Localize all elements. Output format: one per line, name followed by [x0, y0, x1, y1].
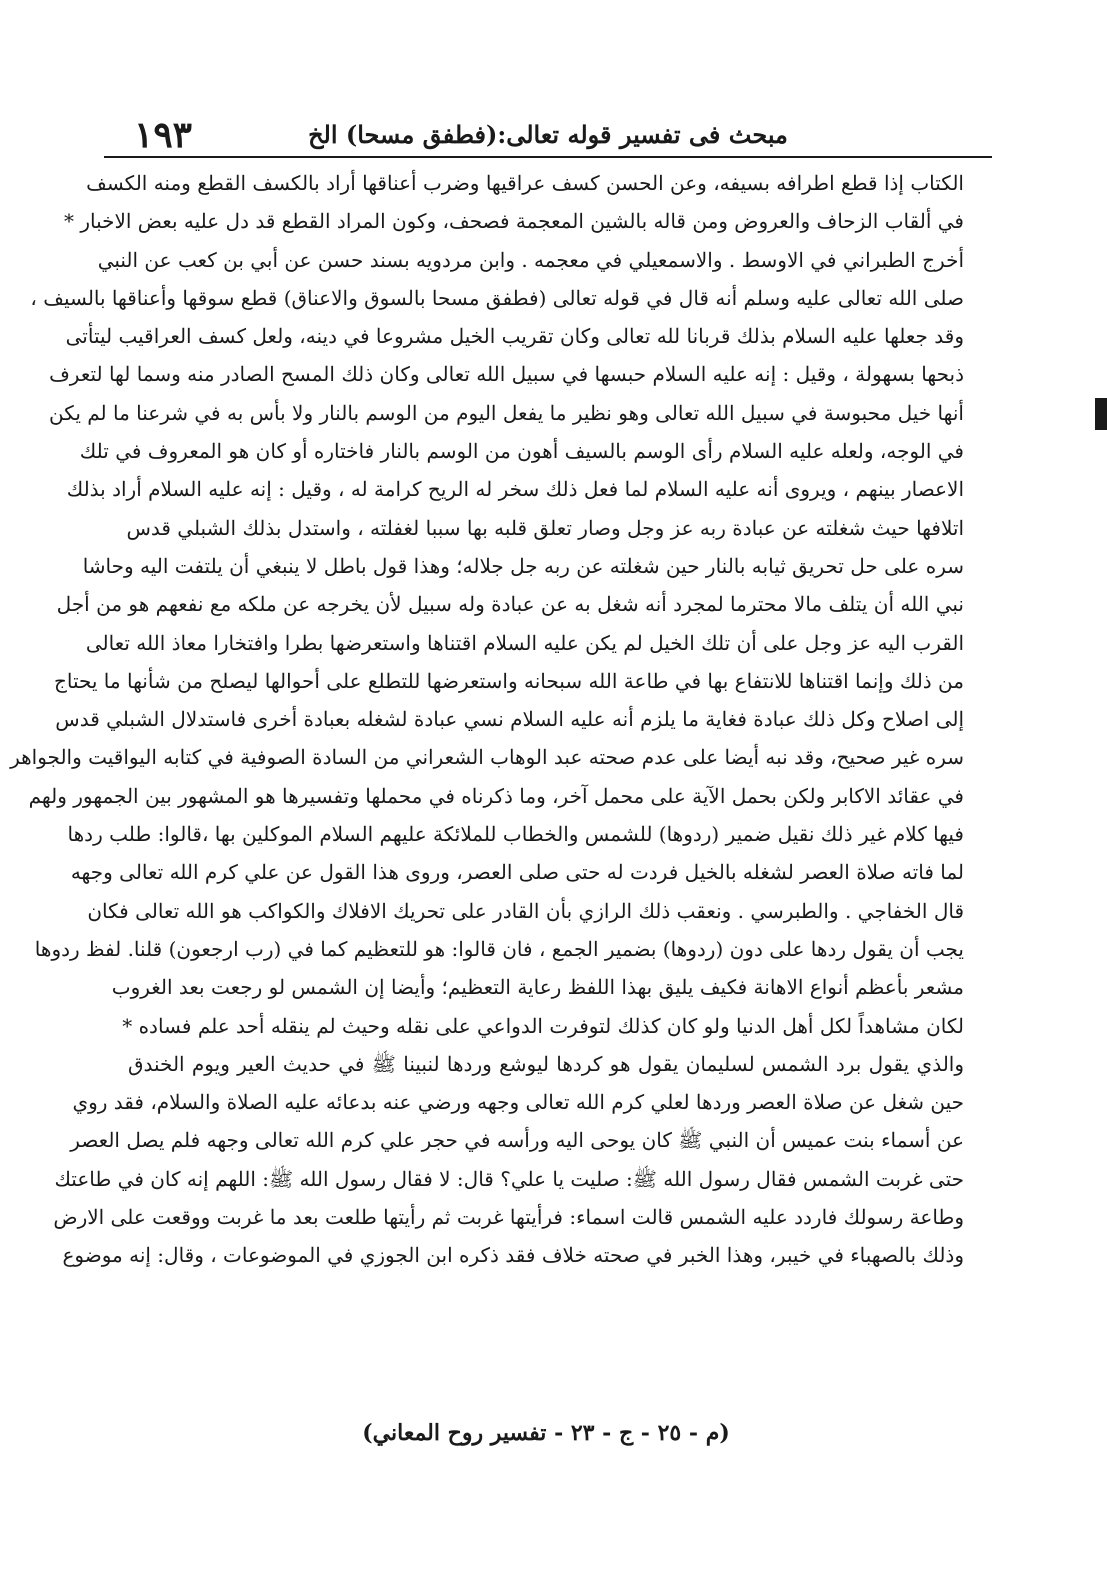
text-line: سره على حل تحريق ثيابه بالنار حين شغلته عن ربه جل جلاله؛ وهذا قول باطل لا ينبغي أن يلتفت اليه وحاشا	[82, 553, 964, 578]
text-line: صلى الله تعالى عليه وسلم أنه قال في قوله تعالى (فطفق مسحا بالسوق والاعناق) قطع سوقها وأعناقها بالسيف ،	[30, 285, 964, 310]
text-line: وقد جعلها عليه السلام بذلك قربانا لله تعالى وكان تقريب الخيل مشروعا في دينه، ولعل كسف العراقيب ليتأتى	[65, 324, 964, 349]
text-line: في ألقاب الزحاف والعروض ومن قاله بالشين المعجمة فصحف، وكون المراد القطع قد دل عليه بعض الاخبار *	[63, 209, 964, 234]
text-line: سره غير صحيح، وقد نبه أيضا على عدم صحته عبد الوهاب الشعراني من السادة الصوفية في كتابه اليواقيت والجواهر	[10, 745, 964, 770]
text-line: لكان مشاهداً لكل أهل الدنيا ولو كان كذلك لتوفرت الدواعي على نقله وحيث لم ينقله أحد علم فساده *	[122, 1013, 964, 1038]
scan-edge-mark	[1095, 398, 1107, 430]
text-line: فيها كلام غير ذلك نقيل ضمير (ردوها) للشمس والخطاب للملائكة عليهم السلام الموكلين بها ،قالوا: طلب ردها	[67, 822, 964, 847]
text-line: في الوجه، ولعله عليه السلام رأى الوسم بالسيف أهون من الوسم بالنار فاختاره أو كان هو المعروف في تلك	[79, 439, 964, 464]
text-line: مشعر بأعظم أنواع الاهانة فكيف يليق بهذا اللفظ رعاية التعظيم؛ وأيضا إن الشمس لو رجعت بعد الغروب	[111, 975, 964, 1000]
text-line: إلى اصلاح وكل ذلك عبادة فغاية ما يلزم أنه عليه السلام نسي عبادة لشغله بعبادة أخرى فاستدلال الشبلي قدس	[55, 707, 964, 732]
text-line: يجب أن يقول ردها على دون (ردوها) بضمير الجمع ، فان قالوا: هو للتعظيم كما في (رب ارجعون) قلنا. لفظ ردوها	[34, 936, 964, 961]
text-line: لما فاته صلاة العصر لشغله بالخيل فردت له حتى صلى العصر، وروى هذا القول عن علي كرم الله تعالى وجهه	[70, 860, 964, 885]
text-line: والذي يقول برد الشمس لسليمان يقول هو كردها ليوشع وردها لنبينا ﷺ في حديث العير ويوم الخندق	[128, 1051, 964, 1076]
text-line: وذلك بالصهباء في خيبر، وهذا الخبر في صحته خلاف فقد ذكره ابن الجوزي في الموضوعات ، وقال: إنه موضوع	[62, 1243, 964, 1268]
text-line: نبي الله أن يتلف مالا محترما لمجرد أنه شغل به عن عبادة وله سبيل لأن يخرجه عن ملكه مع نفعهم هو من أجل	[56, 592, 964, 617]
text-line: أخرج الطبراني في الاوسط . والاسمعيلي في معجمه . وابن مردويه بسند حسن عن أبي بن كعب عن النبي	[97, 247, 964, 272]
text-line: في عقائد الاكابر ولكن بحمل الآية على محمل آخر، وما ذكرناه في محملها وتفسيرها هو المشهور بين الجمهور ولهم	[28, 783, 964, 808]
text-line: قال الخفاجي . والطبرسي . ونعقب ذلك الرازي بأن القادر على تحريك الافلاك والكواكب هو الله تعالى فكان	[87, 898, 964, 923]
text-line: حتى غربت الشمس فقال رسول الله ﷺ: صليت يا علي؟ قال: لا فقال رسول الله ﷺ: اللهم إنه كان في طاعتك	[54, 1166, 964, 1191]
header-divider	[104, 156, 992, 158]
page-number: ١٩٣	[134, 114, 193, 156]
text-line: الكتاب إذا قطع اطرافه بسيفه، وعن الحسن كسف عراقيها وضرب أعناقها أراد بالكسف القطع ومنه الكسف	[86, 171, 964, 195]
page-title: مبحث فى تفسير قوله تعالى:(فطفق مسحا) الخ	[308, 120, 788, 149]
body-text	[10, 164, 964, 1275]
text-line: عن أسماء بنت عميس أن النبي ﷺ كان يوحى اليه ورأسه في حجر علي كرم الله تعالى وجهه فلم يصل العصر	[70, 1128, 964, 1153]
text-line: الاعصار بينهم ، ويروى أنه عليه السلام لما فعل ذلك سخر له الريح كرامة له ، وقيل : إنه عليه السلام أراد بذلك	[66, 477, 964, 502]
text-line: القرب اليه عز وجل على أن تلك الخيل لم يكن عليه السلام اقتناها واستعرضها بطرا وافتخارا معاذ الله تعالى	[85, 630, 964, 655]
text-line: من ذلك وإنما اقتناها للانتفاع بها في طاعة الله سبحانه واستعرضها للتطلع على أحوالها ليصلح من شأنها ما يحتاج	[53, 668, 964, 693]
text-line: اتلافها حيث شغلته عن عبادة ربه عز وجل وصار تعلق قلبه بها سببا لغفلته ، واستدل بذلك الشبلي قدس	[126, 515, 964, 540]
page-header	[104, 114, 992, 156]
text-line: أنها خيل محبوسة في سبيل الله تعالى وهو نظير ما يفعل اليوم من الوسم بالنار ولا بأس به في شرعنا ما لم يكن	[49, 400, 964, 425]
text-line: وطاعة رسولك فاردد عليه الشمس قالت اسماء: فرأيتها غربت ثم رأيتها طلعت بعد ما غربت ووقعت على الارض	[53, 1205, 964, 1230]
page-footer: (م - ٢٥ - ج - ٢٣ - تفسير روح المعاني)	[362, 1420, 730, 1446]
text-line: حين شغل عن صلاة العصر وردها لعلي كرم الله تعالى وجهه ورضي عنه بدعائه عليه الصلاة والسلام، فقد روي	[72, 1090, 964, 1115]
text-line: ذبحها بسهولة ، وقيل : إنه عليه السلام حبسها في سبيل الله تعالى وكان ذلك المسح الصادر منه وسما لها لتعرف	[49, 362, 964, 387]
